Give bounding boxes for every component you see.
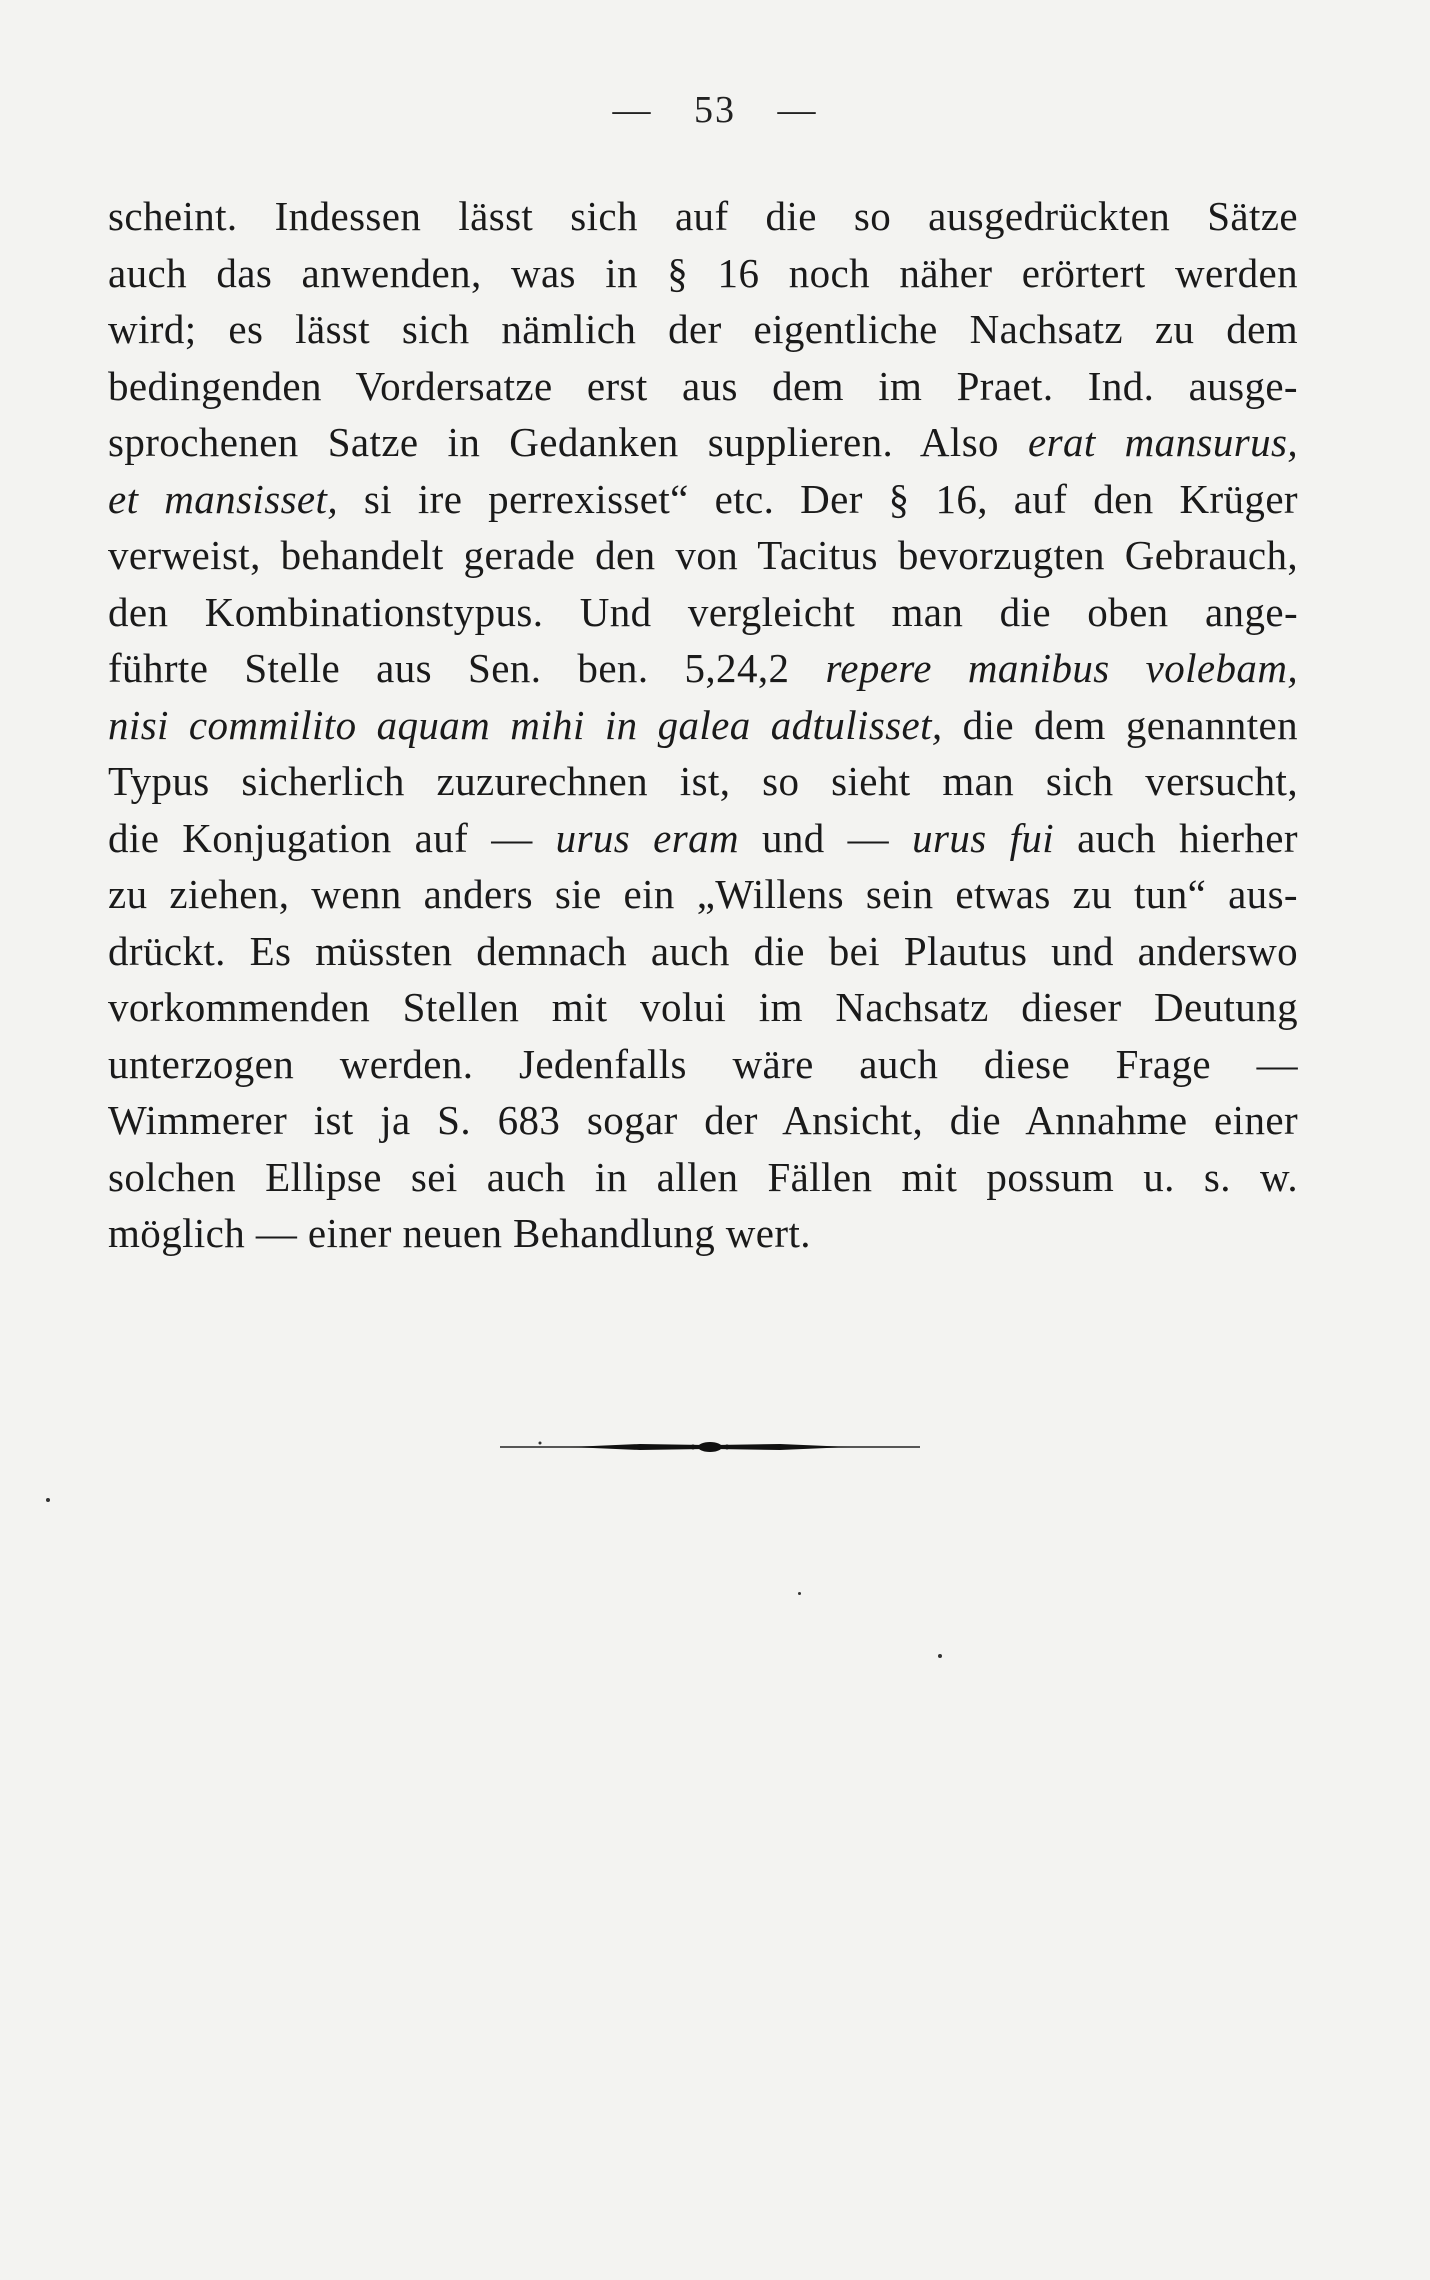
text-run: auch hierher: [1054, 814, 1298, 861]
latin-quote: urus fui: [912, 814, 1055, 861]
latin-quote: repere manibus volebam,: [825, 645, 1298, 691]
text-line: den Kombinationstypus. Und vergleicht man die oben ange-: [108, 588, 1298, 635]
paper-speck: [46, 1498, 50, 1502]
text-line: auch das anwenden, was in § 16 noch näher erörtert werden: [108, 249, 1298, 296]
text-line: [108, 414, 1298, 471]
ornament-rule-icon: [500, 1440, 920, 1454]
body-text: [108, 188, 1298, 1262]
paper-speck: [938, 1654, 942, 1658]
text-line: verweist, behandelt gerade den von Tacitus bevorzugten Gebrauch,: [108, 532, 1298, 578]
header-dash-left: —: [612, 89, 653, 131]
text-line: drückt. Es müssten demnach auch die bei Plautus und anderswo: [108, 927, 1298, 974]
text-line: Wimmerer ist ja S. 683 sogar der Ansicht, die Annahme einer: [108, 1097, 1298, 1143]
latin-quote: nisi commilito aquam mihi in galea adtulisset,: [108, 701, 943, 748]
latin-quote: erat mansurus,: [1028, 419, 1298, 465]
text-line: [108, 810, 1298, 867]
text-line: [108, 697, 1298, 754]
text-line: [108, 471, 1298, 528]
text-run: sprochenen Satze in Gedanken supplieren. Also: [108, 419, 1028, 465]
latin-quote: et mansisset,: [108, 475, 338, 522]
text-line: unterzogen werden. Jedenfalls wäre auch diese Frage —: [108, 1040, 1298, 1087]
text-run: die dem genannten: [942, 701, 1298, 748]
text-line: wird; es lässt sich nämlich der eigentliche Nachsatz zu dem: [108, 306, 1298, 352]
text-line: vorkommenden Stellen mit volui im Nachsatz dieser Deutung: [108, 984, 1298, 1030]
text-run: und —: [738, 814, 913, 861]
text-line: möglich — einer neuen Behandlung wert.: [108, 1210, 811, 1256]
latin-quote: urus eram: [555, 814, 739, 861]
text-line: Typus sicherlich zuzurechnen ist, so sieht man sich versucht,: [108, 758, 1298, 804]
text-line: bedingenden Vordersatze erst aus dem im Praet. Ind. ausge-: [108, 362, 1298, 409]
text-run: si ire perrexisset“ etc. Der § 16, auf den Krüger: [337, 475, 1298, 522]
text-line: solchen Ellipse sei auch in allen Fällen mit possum u. s. w.: [108, 1153, 1298, 1200]
page-number: 53: [694, 89, 736, 131]
text-run: die Konjugation auf —: [108, 814, 556, 861]
text-line: scheint. Indessen lässt sich auf die so ausgedrückten Sätze: [108, 193, 1298, 239]
header-dash-right: —: [777, 89, 818, 131]
text-run: führte Stelle aus Sen. ben. 5,24,2: [108, 645, 826, 691]
paper-speck: [798, 1592, 801, 1595]
text-line: zu ziehen, wenn anders sie ein „Willens sein etwas zu tun“ aus-: [108, 871, 1298, 917]
page-header: [0, 88, 1430, 132]
text-line: [108, 640, 1298, 697]
